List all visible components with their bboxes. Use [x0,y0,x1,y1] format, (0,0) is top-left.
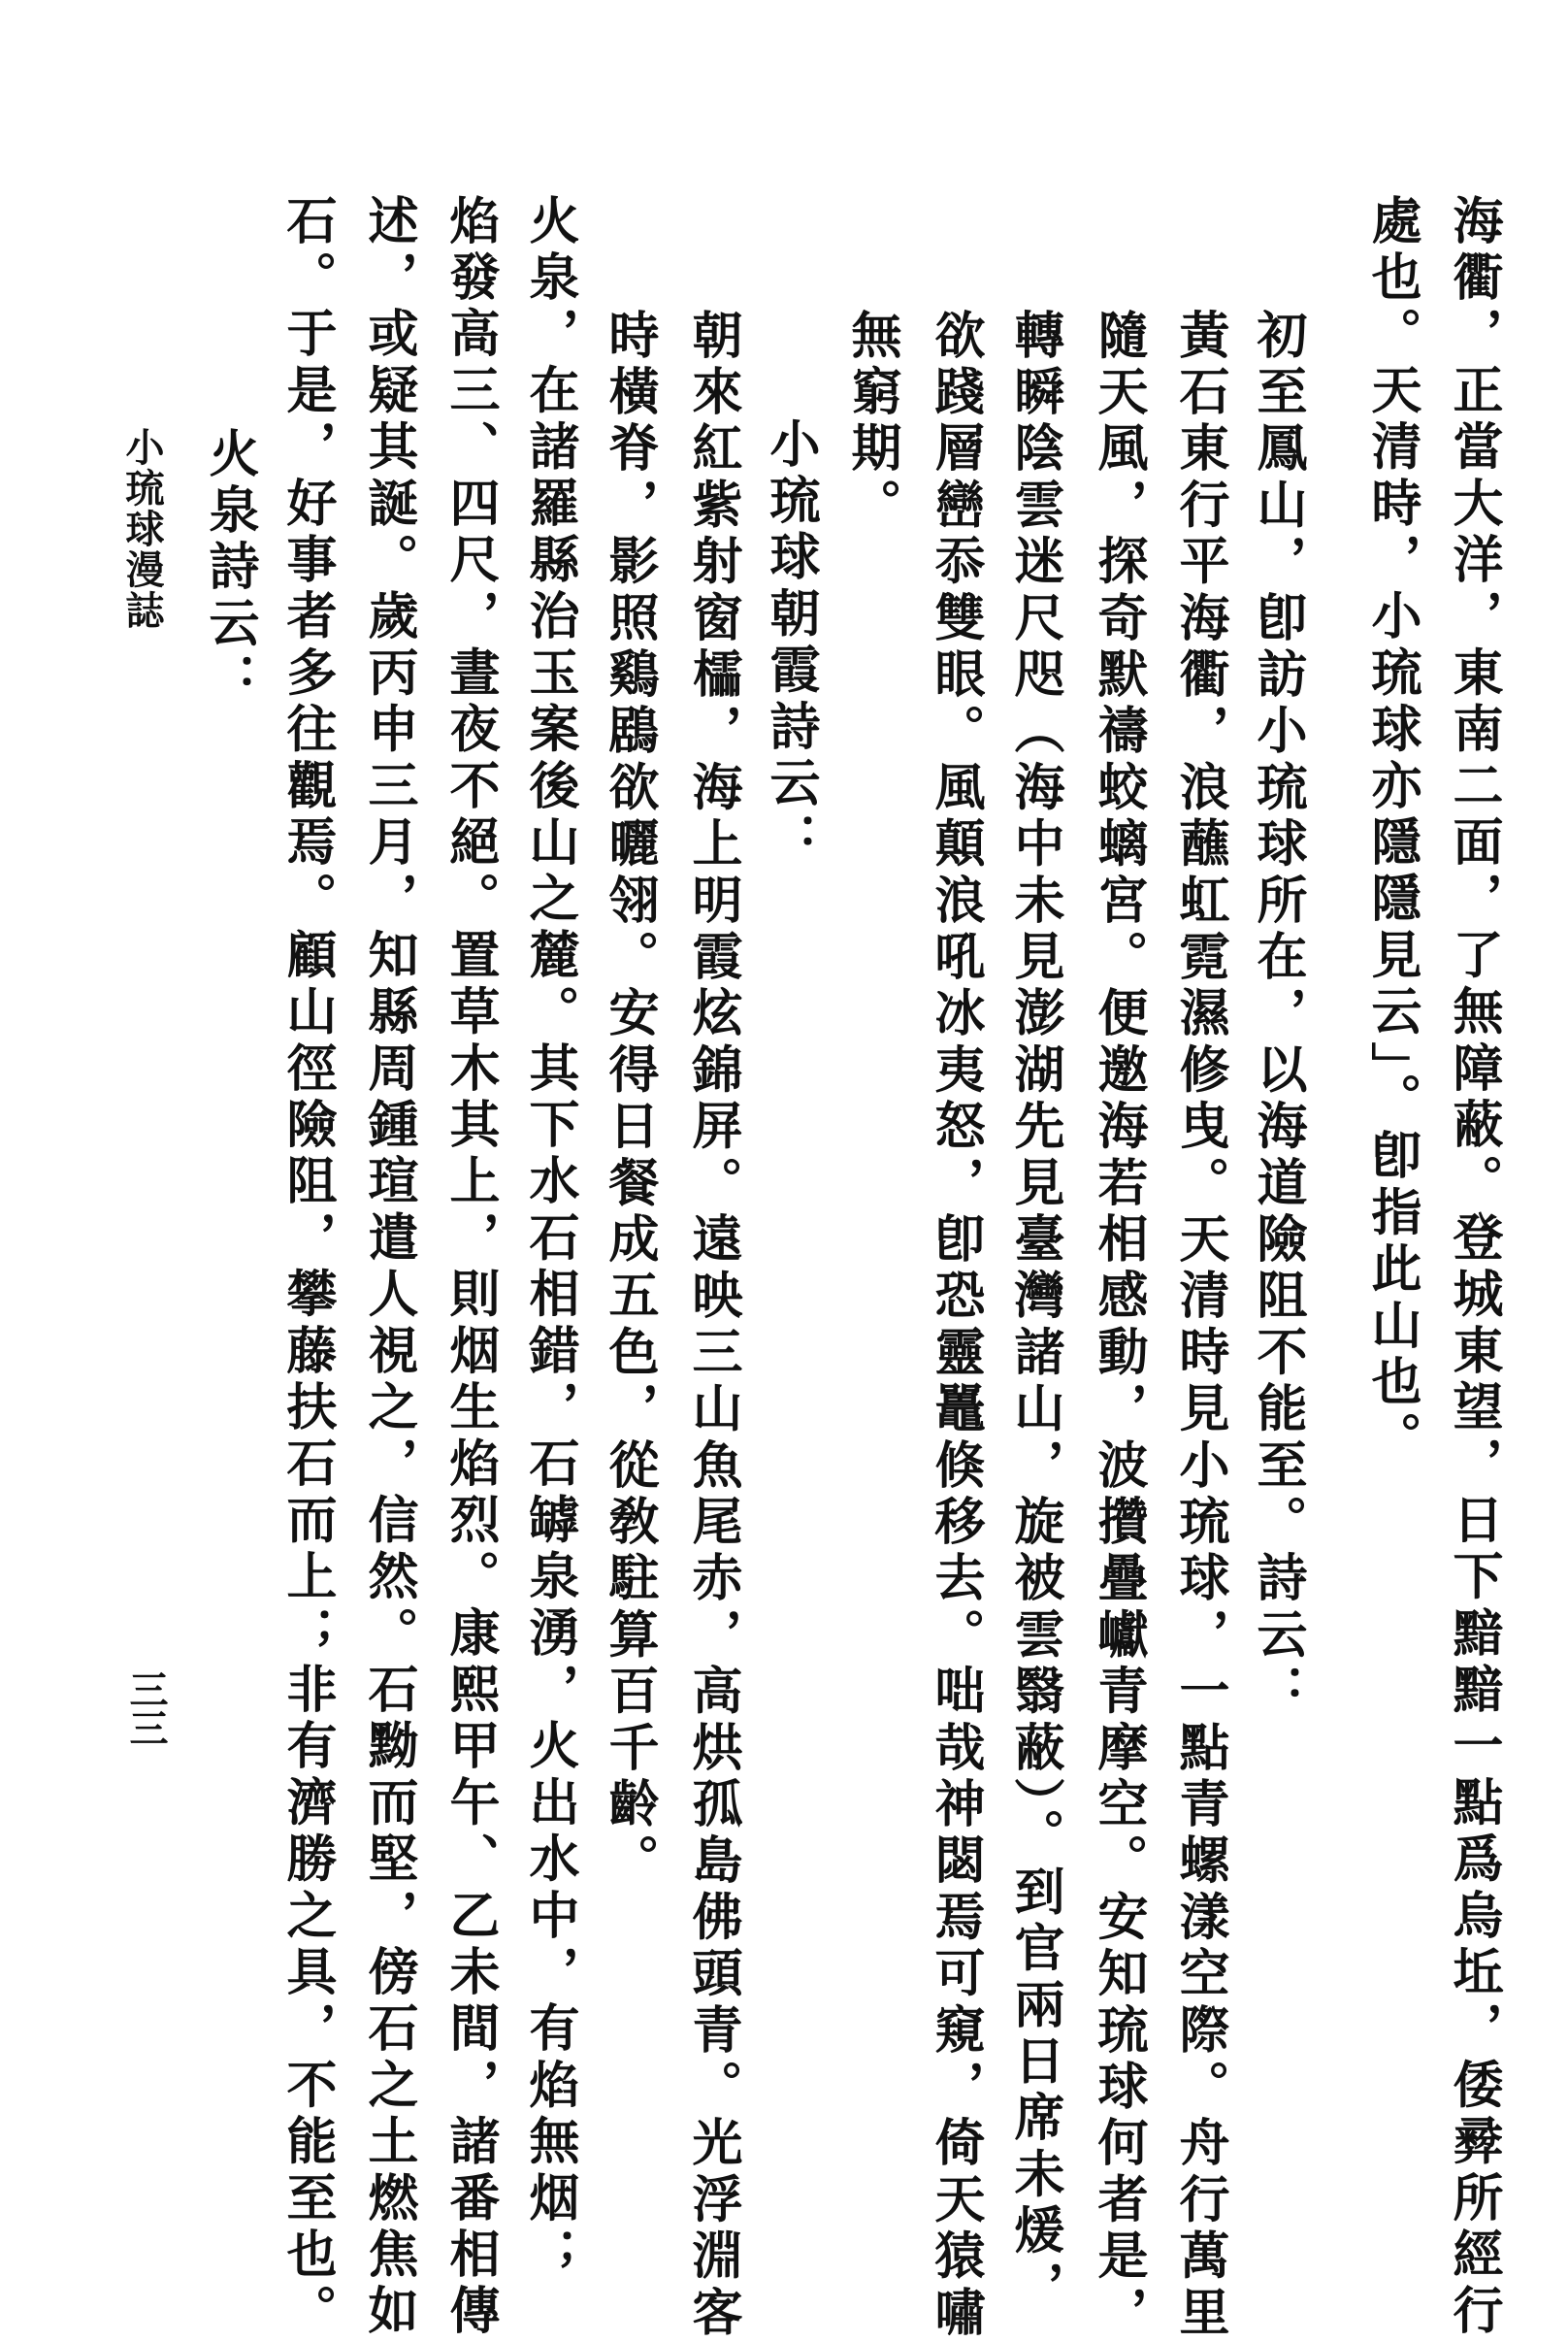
text-column-7: 欲踐層巒忝雙眼。風顛浪吼冰夷怒，卽恐靈鼉倏移去。咄哉神閟焉可窺，倚天猿嘯 [926,309,985,2342]
text-column-2: 處也。天清時，小琉球亦隱隱見云」。卽指此山也。 [1362,194,1421,1468]
text-column-3: 初至鳳山，卽訪小琉球所在，以海道險阻不能至。詩云： [1248,309,1307,1721]
text-column-9: 小琉球朝霞詩云： [761,417,820,870]
running-header: 小琉球漫誌 [119,427,165,631]
text-column-15: 石。于是，好事者多往觀焉。顧山徑險阻，攀藤扶石而上；非有濟勝之具，不能至也。 [278,194,337,2341]
text-column-4: 黃石東行平海衢，浪蘸虹霓濕修曳。天清時見小琉球，一點青螺漾空際。舟行萬里 [1170,309,1229,2342]
text-column-11: 時橫脊，影照鷄鶋欲曬翎。安得日餐成五色，從敎駐算百千齡。 [600,309,659,1891]
text-column-5: 隨天風，探奇默禱蛟螭宮。便邀海若相感動，波攢疊巘青摩空。安知琉球何者是， [1089,309,1148,2342]
text-column-12: 火泉，在諸羅縣治玉案後山之麓。其下水石相錯，石罅泉湧，火出水中，有焰無烟； [520,194,579,2285]
text-column-10: 朝來紅紫射窗櫺，海上明霞炫錦屏。遠映三山魚尾赤，高烘孤島佛頭青。光浮淵客 [683,309,742,2342]
text-column-16: 火泉詩云： [200,427,259,709]
text-column-13: 焰發高三、四尺，晝夜不絕。置草木其上，則烟生焰烈。康熙甲午、乙未間，諸番相傳 [441,194,500,2341]
text-column-6: 轉瞬陰雲迷尺咫（海中未見澎湖先見臺灣諸山，旋被雲翳蔽）。到官兩日席未煖， [1005,309,1064,2318]
text-column-8: 無窮期。 [842,309,901,535]
text-column-1: 海衢，正當大洋，東南二面，了無障蔽。登城東望，日下黯黯一點爲烏坵，倭彛所經行 [1444,194,1503,2341]
page-number: 三三 [123,1669,169,1747]
text-column-14: 述，或疑其誕。歲丙申三月，知縣周鍾瑄遣人視之，信然。石黝而堅，傍石之土燃焦如 [359,194,418,2341]
